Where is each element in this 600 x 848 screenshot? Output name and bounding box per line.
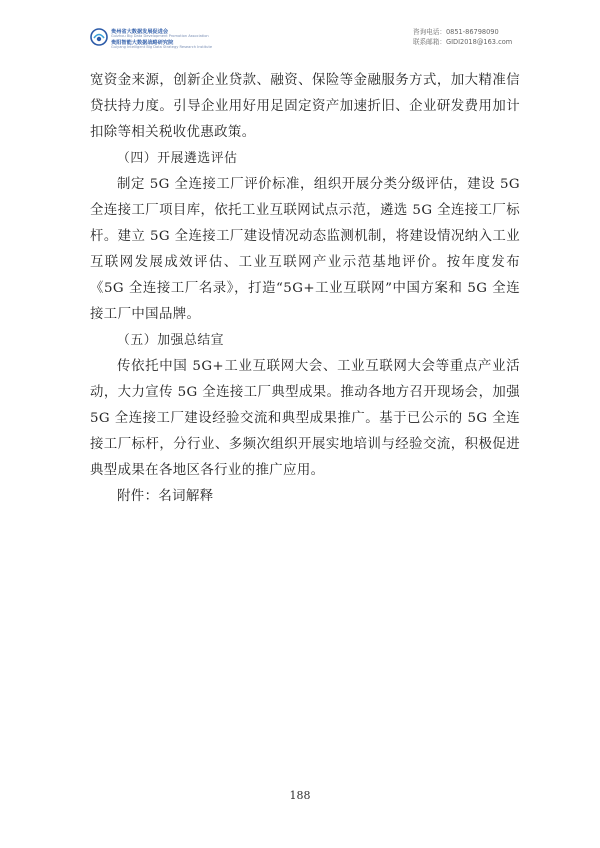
page-header (0, 0, 600, 58)
document-body (90, 68, 520, 510)
organization-logo (90, 26, 213, 50)
org-name-secondary-en: Guiyang Intelligent Big Data Strategy Research Institute (111, 45, 213, 49)
org-name-secondary: 贵阳智能大数据战略研究院 (111, 40, 174, 46)
paragraph-summary-promotion: 传依托中国 5G+工业互联网大会、工业互联网大会等重点产业活动，大力宣传 5G 全连接工厂典型成果。推动各地方召开现场会，加强 5G 全连接工厂建设经验交流和典型成果推广。基于已公示的 5G 全连接工厂标杆，分行业、多频次组织开展实地培训与经验交流，积极促进典型成果在各地区各行业的推广应用。 (90, 359, 520, 478)
appendix-note: 附件：名词解释 (117, 489, 214, 504)
org-name-primary-en: Guizhou Big Data Development Promotion Association (111, 34, 209, 38)
contact-phone: 咨询电话：0851-86798090 (413, 28, 499, 36)
paragraph-selection-evaluation: 制定 5G 全连接工厂评价标准，组织开展分类分级评估，建设 5G 全连接工厂项目库，依托工业互联网试点示范，遴选 5G 全连接工厂标杆。建立 5G 全连接工厂建设情况动态监测机制，将建设情况纳入工业互联网发展成效评估、工业互联网产业示范基地评价。按年度发布《5G 全连接工厂名录》，打造“5G+工业互联网”中国方案和 5G 全连接工厂中国品牌。 (90, 177, 520, 322)
contact-info (413, 27, 512, 47)
section-heading-summary-promotion: （五）加强总结宣 (117, 333, 225, 348)
contact-email: 联系邮箱：GIDI2018@163.com (413, 38, 513, 46)
logo-emblem-icon (90, 28, 108, 46)
page-number: 188 (289, 789, 311, 802)
paragraph-financing: 宽资金来源，创新企业贷款、融资、保险等金融服务方式，加大精准信贷扶持力度。引导企业用好用足固定资产加速折旧、企业研发费用加计扣除等相关税收优惠政策。 (90, 73, 520, 140)
section-heading-selection-evaluation: （四）开展遴选评估 (117, 151, 238, 166)
org-name-primary: 贵州省大数据发展促进会 (111, 29, 169, 35)
